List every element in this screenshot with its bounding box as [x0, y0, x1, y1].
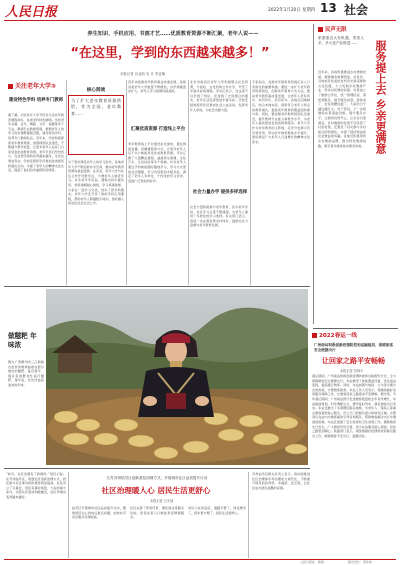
photo-top-rule: [4, 286, 310, 287]
col-divider: [248, 472, 249, 558]
top-story-byline: 本报记者 谷业凯 吴 月 李亚楠: [120, 72, 165, 76]
spring-travel-label-text: 2022春运一线: [319, 333, 357, 339]
column-label: [8, 81, 56, 90]
right-divider: [313, 24, 314, 324]
bottom-col3: 社区完善了养老托育、便民商业等服务功能，居民在家门口就能享受便捷服务。: [130, 506, 184, 520]
section-name: 社会: [344, 3, 369, 17]
right-lead: 旅游惠农大有机遇，景美人多，多元化产业推进……: [318, 36, 364, 45]
col-divider: [66, 80, 67, 285]
right-headline: 服务提上去 乡亲更满意: [374, 40, 387, 154]
spring-travel-label: [312, 331, 357, 339]
body-col5: 专家指出，发展老年教育是积极应对人口老龄化的重要举措。要进一步扩大老年教育资源供给，创新老年教育方式方法，推动老年教育高质量发展，让老年人老有所学、老有所乐、老有所为。各地应因地制宜，结合本地实际，探索符合老年人特点的教育模式，提高老年教育的覆盖面和参与率。同时，要加强老年教育师资队伍建设，提升教师专业能力和教学水平，为老年人提供更加优质的教育服务。老年大学作为老年教育的主阵地，应充分发挥示范引领作用，带动老年教育整体水平提升，更好满足广大老年人日益增长的精神文化需求。: [252, 80, 310, 144]
subhead-resources: 汇聚优质资源 打造线上平台: [130, 127, 186, 132]
spring-travel-byline: 本报记者 贺林平: [340, 369, 364, 373]
body-col1: 通了解，河北老年大学开设多元化老年教育课程体系，各类学科特色鲜明。学校设有书画、音乐、舞蹈、文学、保健等多个专业，聘请专业教师授课，根据老年人的学习需求调整课程设置，建设特色学科，培养专门教师队伍。近年来，学校积极探索老年教育规律，加强师资队伍建设，不断提升教学质量，让更多老年人在家门口享受到优质教育资源。老年学员们纷纷表示，在这里学到的东西越来越多，生活也更加充实。学校还组织学员参加各类展览和演出活动，丰富了老年人的精神文化生活，提高了他们的幸福感和获得感。: [8, 113, 64, 173]
bottom-story-kicker: 江苏苏州姑苏区创新基层治理方式，开展城市社区品质提升行动: [106, 476, 208, 480]
people-square-icon: [318, 27, 323, 32]
subhead-specialty: 建设特色学科 培养专门教师: [8, 98, 64, 103]
body-col3b: 老年教育线上平台建设步伐加快，通过网络直播、录播课程等方式，让更多老年人足不出户就能享受优质教育资源。平台汇聚了大量精品课程，涵盖养生保健、文化艺术、生活技能等多个领域。许多老年人通过手机就能随时随地学习，学习方式更加灵活便捷，学习内容更加丰富多彩，满足了老年人多样化、个性化的学习需求，受到广泛欢迎和好评。: [128, 142, 186, 183]
section-rule: [313, 328, 398, 329]
spring-travel-headline: 让回家之路平安畅畅: [322, 357, 385, 365]
spring-travel-body: 春运期间，广州南站积极创新疫情防控和运输组织方式，全力保障旅客安全便捷出行。车站增设了智能测温设备，优化进站流程，提高通行效率。同时，车站加强与地铁、公交等交通方式的衔接，方便旅客换乘。车站工作人员表示，将继续做好各项服务保障工作，让旅客回家之路更加平安顺畅。据介绍，今年春运期间，广州南站预计发送旅客数量较去年有所增长，车站提前谋划，科学调配运力，增开临时列车，满足旅客出行需求。车站还推出了多项便民服务措施，为老年人、残疾人等重点旅客提供爱心服务，设立专门的服务窗口和候车区域。志愿者们在站内为旅客提供引导咨询服务，帮助旅客解决出行中遇到的困难。车站还加强了安全检查和卫生消毒工作，确保旅客出行安全。广大旅客纷纷点赞，表示车站服务贴心周到，回家之路更加顺心。铁路部门表示，将统筹做好疫情防控和春运服务工作，确保旅客平安出行、温暖回家。: [312, 374, 396, 438]
bottom-top-rule: [4, 468, 310, 469]
issue-date: 2022年1月20日 星期四: [268, 8, 316, 13]
photo-caption-title: 做糍粑 年味浓: [8, 332, 37, 349]
bottom-col2: 姑苏区开展城市社区品质提升行动，聚焦居民关心的热点难点问题，加快补齐社区服务设施短板。: [72, 506, 126, 520]
bottom-story-headline: 社区治理暖人心 居民生活更舒心: [101, 486, 211, 495]
footer-rule: [4, 559, 396, 560]
column-square-icon: [8, 84, 13, 89]
column-label-text: 关注老年大学③: [15, 83, 57, 90]
body-col4b: 社会力量积极参与老年教育，民办老年学校、社区学习点等不断涌现，为老年人提供了多样化的学习选择。有关部门表示，将进一步完善政策支持体系，鼓励社会力量参与老年教育发展。: [190, 205, 248, 228]
photo-illustration: [46, 289, 308, 465]
people-label-text: 民声无限: [325, 27, 347, 33]
feature-photo: [46, 289, 308, 465]
spring-travel-kicker: 广州南站积极创新疫情防控和运输组织，保障旅客安全便捷出行: [314, 343, 394, 352]
body-col2: 为了更好满足老年人的学习需求，各地老年大学不断拓展办学空间，推动老年教育资源向基层延伸。在河北，老年大学与社区合作开设教学点，方便老年人就近学习。许多老年学员说，课程内容丰富实用，老师讲解耐心细致，学习氛围浓厚，大家在一起学习交流，结识了很多新朋友。老年大学还开设了智能手机应用课程，帮助老年人跨越数字鸿沟，更好融入信息化社会生活之中。: [68, 160, 124, 206]
page-number: 13: [320, 1, 337, 15]
masthead: [0, 0, 400, 20]
photo-caption-body: 图为广西柳州市三江侗族自治县的侗族姑娘在展示做好的糍粑。临近春节，侗乡各地群众忙着打糍粑、备年货，处处洋溢着浓浓的年味。: [8, 360, 44, 387]
footer-right: 版式设计：蔡华伟: [348, 560, 373, 564]
people-label: [318, 25, 347, 33]
right-body: 近年来，各地积极推进乡村旅游发展，旅游惠农效果明显。在某县，当地依托优美的自然风光和深厚的文化底蕴，大力发展乡村旅游产业，带动村民增收致富。村里成立了旅游合作社，统一管理民宿、餐饮等服务，提升服务质量。游客来了，村民的腰包鼓了，大家的日子越过越红火。村干部说，下一步将继续完善基础设施，提升服务水平，让游客玩得开心，让乡亲们更满意。乡村旅游的发展不仅改善了村容村貌，还激发了村民参与乡村振兴的积极性，实现了经济效益和社会效益的双赢。各地还积极培育乡村旅游品牌，推出特色旅游线路，吸引更多游客前来观光体验。: [318, 70, 366, 148]
bottom-col4: 老旧小区改造后，道路平整了，绿化增多了，停车更方便了，居民生活更舒心。: [188, 506, 246, 515]
masthead-rule: [4, 20, 396, 21]
newspaper-logo: 人民日报: [5, 5, 58, 20]
body-col3: 近年来我国老年教育事业快速发展，各级各类老年大学数量不断增加，办学规模逐步扩大，老年人学习热情持续高涨。: [128, 80, 186, 94]
spring-square-icon: [312, 333, 317, 338]
col-divider: [126, 80, 127, 285]
bottom-story-byline: 本报记者 白光迪: [150, 499, 174, 503]
col-divider: [250, 80, 251, 285]
top-story-headline: “在这里，学到的东西越来越多！”: [70, 46, 270, 61]
footer-left: 人民日报社 · 新闻 ·: [300, 560, 326, 564]
body-col4: 北京市海淀区老年大学积极整合社会资源，与高校、文化机构合作办学，开设了丰富多彩的课程。学员们表示，在这里不仅学到了知识，还找到了志同道合的朋友，老年生活变得更加丰富多彩。学校还经常组织学员参加社会公益活动，发挥老年人余热，为社会贡献力量。: [190, 80, 248, 112]
top-story-kicker: 养生知识、手机应用、书画才艺……优质教育资源不断汇聚，老年人说——: [87, 31, 259, 37]
col-divider: [188, 80, 189, 285]
core-reading-text: 当了扩大老年教育资源供给，作为全国、老年教育……: [71, 98, 121, 116]
bottom-col5: 苏州姑苏区相关负责人表示，将持续推进社区治理体系和治理能力现代化，不断提升居民的获得感、幸福感、安全感，让社区成为居民温馨的家园。: [252, 472, 310, 490]
subhead-core-reading: 核心阅读: [86, 88, 106, 93]
subhead-social: 社会力量办学 提供多样选择: [192, 190, 248, 195]
bottom-col1: “如今，社区治理有了新模样。”居民们说。在苏州姑苏区，街道社区创新治理方式，居民参与社区事务的积极性明显提高。社区设立了议事会，居民有事好商量，大家的事大家办，邻里关系更加和睦融洽，社区环境也变得越来越好。: [6, 472, 66, 499]
